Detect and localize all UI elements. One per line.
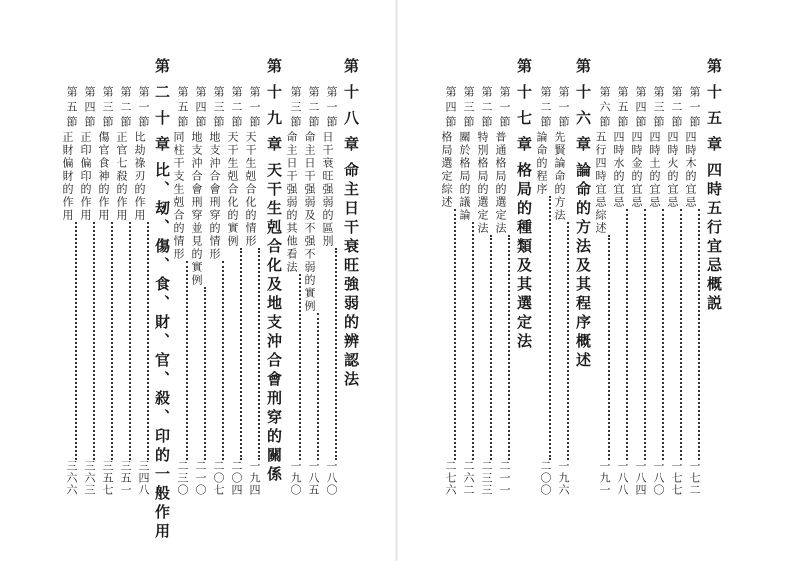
section-number: 第五節	[616, 86, 629, 131]
page-number: 二三三	[480, 460, 493, 496]
section-number: 第二節	[539, 86, 552, 131]
section-number: 第三節	[289, 86, 302, 131]
page-number: 三四八	[137, 460, 150, 496]
toc-entry[interactable]	[134, 58, 153, 518]
chapter-heading	[153, 58, 171, 542]
section-title: 論命的程序	[535, 131, 548, 196]
section-number: 第一節	[688, 86, 701, 131]
page-number: 三六六	[65, 460, 78, 496]
dot-leader	[698, 209, 700, 460]
dot-leader	[222, 261, 224, 460]
section-number: 第六節	[598, 86, 611, 131]
section-number: 第一節	[325, 86, 338, 131]
section-title: 比劫祿刃的作用	[133, 131, 146, 222]
page-number: 一八〇	[325, 460, 338, 496]
section-number: 第四節	[83, 86, 96, 131]
dot-leader	[490, 235, 492, 460]
dot-leader	[204, 287, 206, 460]
section-number: 第二節	[307, 86, 320, 131]
page-number: 一九六	[557, 460, 570, 496]
section-number: 第二節	[670, 86, 683, 131]
toc-entry[interactable]	[495, 58, 514, 518]
chapter-title: 命主日干衰旺強弱的辨認法	[342, 162, 360, 390]
section-title: 四時水的宜忌	[612, 131, 625, 209]
section-title: 正財偏財的作用	[61, 131, 74, 222]
toc-entry[interactable]	[613, 58, 632, 518]
chapter-title: 論命的方法及其程序概述	[574, 162, 592, 371]
toc-entry[interactable]	[227, 58, 246, 518]
page-number: 一八八	[616, 460, 629, 496]
section-title: 地支沖合會刑穿的情形	[208, 131, 221, 261]
toc-entry[interactable]	[667, 58, 686, 518]
toc-entry[interactable]	[631, 58, 650, 518]
toc-entry[interactable]	[191, 58, 210, 518]
toc-entry[interactable]	[304, 58, 323, 518]
page-number: 二一一	[498, 460, 511, 496]
chapter-number: 第十五章	[705, 58, 723, 162]
section-number: 第五節	[65, 86, 78, 131]
toc-entry[interactable]	[685, 58, 704, 518]
section-number: 第三節	[101, 86, 114, 131]
section-title: 四時木的宜忌	[684, 131, 697, 209]
section-title: 地支沖合會刑穿並見的實例	[190, 131, 203, 287]
toc-entry[interactable]	[245, 58, 264, 518]
dot-leader	[258, 248, 260, 460]
dot-leader	[608, 235, 610, 460]
toc-entry[interactable]	[173, 58, 192, 518]
section-title: 四時金的宜忌	[630, 131, 643, 209]
page-number: 二〇四	[230, 460, 243, 496]
page-number: 一七二	[688, 460, 701, 496]
section-title: 傷官食神的作用	[97, 131, 110, 222]
section-title: 特別格局的選定法	[476, 131, 489, 235]
page-number: 二〇七	[212, 460, 225, 496]
toc-entry[interactable]	[477, 58, 496, 518]
toc-entry[interactable]	[536, 58, 555, 518]
section-title: 正官七殺的作用	[115, 131, 128, 222]
page-number: 一八五	[307, 460, 320, 496]
chapter-title: 格局的種類及其選定法	[515, 162, 533, 352]
section-number: 第一節	[137, 86, 150, 131]
dot-leader	[472, 222, 474, 460]
chapter-number: 第二十章	[153, 58, 171, 162]
dot-leader	[335, 248, 337, 460]
section-title: 格局選定綜述	[440, 131, 453, 209]
chapter-number: 第十七章	[515, 58, 533, 162]
toc-entry[interactable]	[98, 58, 117, 518]
dot-leader	[75, 222, 77, 460]
toc-entry[interactable]	[554, 58, 573, 518]
toc-entry[interactable]	[209, 58, 228, 518]
dot-leader	[508, 235, 510, 460]
section-title: 命主日干强弱的其他看法	[285, 131, 298, 274]
section-title: 關於格局的議論	[458, 131, 471, 222]
page-number: 一七七	[670, 460, 683, 496]
dot-leader	[644, 209, 646, 460]
section-title: 先賢論命的方法	[553, 131, 566, 222]
section-number: 第一節	[557, 86, 570, 131]
page-number: 一九〇	[289, 460, 302, 496]
toc-entry[interactable]	[441, 58, 460, 518]
chapter-heading	[343, 58, 358, 518]
dot-leader	[662, 209, 664, 460]
page-number: 二三〇	[176, 460, 189, 496]
page-number: 二一〇	[194, 460, 207, 496]
dot-leader	[186, 261, 188, 460]
chapter-heading	[516, 58, 531, 518]
chapter-heading	[706, 58, 721, 518]
toc-entry[interactable]	[322, 58, 341, 518]
section-title: 命主日干强弱及不强不弱的實例	[303, 131, 316, 313]
dot-leader	[567, 222, 569, 460]
section-number: 第一節	[248, 86, 261, 131]
chapter-heading	[266, 58, 281, 518]
toc-entry[interactable]	[286, 58, 305, 518]
chapter-heading	[575, 58, 590, 518]
toc-entry[interactable]	[649, 58, 668, 518]
dot-leader	[454, 209, 456, 460]
section-number: 第一節	[498, 86, 511, 131]
page-number: 一八四	[634, 460, 647, 496]
section-title: 日干衰旺强弱的區別	[321, 131, 334, 248]
section-number: 第四節	[194, 86, 207, 131]
section-title: 五行四時宜忌綜述	[594, 131, 607, 235]
section-number: 第四節	[634, 86, 647, 131]
toc-entry[interactable]	[595, 58, 614, 518]
section-number: 第二節	[119, 86, 132, 131]
dot-leader	[93, 222, 95, 460]
dot-leader	[129, 222, 131, 460]
page-number: 三五七	[101, 460, 114, 496]
dot-leader	[549, 196, 551, 460]
page-number: 二七六	[444, 460, 457, 496]
toc-entry[interactable]	[116, 58, 135, 518]
chapter-title: 天干生剋合化及地支沖合會刑穿的關係	[265, 162, 283, 485]
section-number: 第二節	[230, 86, 243, 131]
chapter-title: 四時五行宜忌概説	[705, 162, 723, 314]
section-title: 正印偏印的作用	[79, 131, 92, 222]
toc-entry[interactable]	[459, 58, 478, 518]
section-number: 第二節	[480, 86, 493, 131]
chapter-number: 第十八章	[342, 58, 360, 162]
section-number: 第三節	[212, 86, 225, 131]
section-title: 四時火的宜忌	[666, 131, 679, 209]
page-number: 一九四	[248, 460, 261, 496]
dot-leader	[111, 222, 113, 460]
page-number: 一八〇	[652, 460, 665, 496]
page-number: 一九一	[598, 460, 611, 496]
chapter-title: 比、刼、傷、食、財、官、殺、印的一般作用	[153, 162, 171, 542]
left-page	[0, 0, 396, 561]
page-number: 三六三	[83, 460, 96, 496]
page-number: 三五一	[119, 460, 132, 496]
dot-leader	[299, 274, 301, 460]
section-title: 四時土的宜忌	[648, 131, 661, 209]
section-title: 天干生剋合化的實例	[226, 131, 239, 248]
dot-leader	[626, 209, 628, 460]
dot-leader	[680, 209, 682, 460]
page-number: 二六二	[462, 460, 475, 496]
section-number: 第四節	[444, 86, 457, 131]
chapter-number: 第十六章	[574, 58, 592, 162]
toc-entry[interactable]	[62, 58, 81, 518]
section-title: 同柱干支生剋合的情形	[172, 131, 185, 261]
chapter-number: 第十九章	[265, 58, 283, 162]
dot-leader	[240, 248, 242, 460]
section-number: 第五節	[176, 86, 189, 131]
page-number: 二〇〇	[539, 460, 552, 496]
section-number: 第三節	[462, 86, 475, 131]
toc-entry[interactable]	[80, 58, 99, 518]
section-title: 普通格局的選定法	[494, 131, 507, 235]
section-number: 第三節	[652, 86, 665, 131]
right-page	[397, 0, 793, 561]
dot-leader	[147, 222, 149, 460]
section-title: 天干生剋合化的情形	[244, 131, 257, 248]
dot-leader	[317, 313, 319, 460]
